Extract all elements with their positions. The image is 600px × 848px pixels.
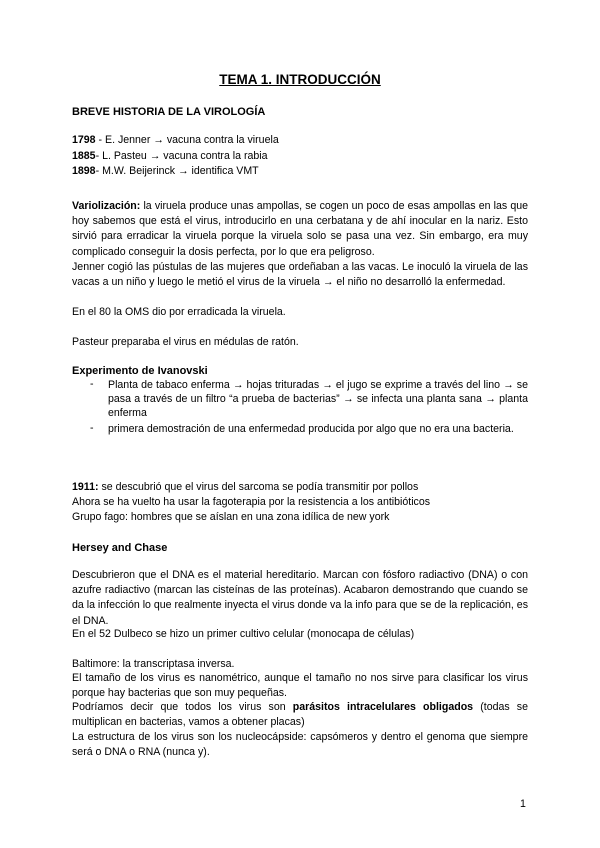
timeline-item: 1885- L. Pasteu → vacuna contra la rabia — [72, 150, 268, 162]
parasitos-paragraph: Podríamos decir que todos los virus son parásitos intracelulares obligados (todas se multiplican en bacterias, vamos a obtener placas) — [72, 701, 528, 729]
variolizacion-paragraph: Variolización: la viruela produce unas ampollas, se cogen un poco de esas ampollas en las que hoy sabemos que está el virus, introducirlo en una cerbatana y de ahí inocular en la nariz. Esto sirvió para erradicar la viruela porque la viruela solo se pasa una vez. Sin embargo, era muy complicado conseguir la dosis perfecta, por lo que era peligroso. — [72, 200, 528, 258]
page-title: TEMA 1. INTRODUCCIÓN — [219, 72, 381, 87]
sarcoma-line: 1911: se descubrió que el virus del sarcoma se podía transmitir por pollos — [72, 481, 419, 493]
fagoterapia-line: Ahora se ha vuelto ha usar la fagoterapia por la resistencia a los antibióticos — [72, 496, 431, 508]
tamano-paragraph: El tamaño de los virus es nanométrico, aunque el tamaño no nos sirve para clasificar los virus porque hay bacterias que son muy pequeñas. — [72, 672, 528, 700]
page-number: 1 — [520, 798, 526, 810]
grupo-fago-line: Grupo fago: hombres que se aíslan en una zona idílica de new york — [72, 511, 390, 523]
bullet-dash: - — [90, 378, 94, 390]
hersey-heading: Hersey and Chase — [72, 542, 168, 554]
ivanovski-bullet: primera demostración de una enfermedad producida por algo que no era una bacteria. — [108, 423, 514, 435]
bullet-dash: - — [90, 422, 94, 434]
ivanovski-bullet: Planta de tabaco enferma → hojas trituradas → el jugo se exprime a través del lino → se pasa a través de un filtro “a prueba de bacterias” → se infecta una planta sana → planta enferma — [108, 379, 528, 420]
timeline-item: 1898- M.W. Beijerinck → identifica VMT — [72, 165, 259, 177]
pasteur-line: Pasteur preparaba el virus en médulas de ratón. — [72, 336, 299, 348]
jenner-paragraph: Jenner cogió las pústulas de las mujeres que ordeñaban a las vacas. Le inoculó la viruela de las vacas a un niño y luego le metió el virus de la viruela → el niño no desarrolló la enfermedad. — [72, 261, 528, 289]
timeline-item: 1798 - E. Jenner → vacuna contra la viruela — [72, 134, 279, 146]
oms-line: En el 80 la OMS dio por erradicada la viruela. — [72, 306, 286, 318]
hersey-paragraph: Descubrieron que el DNA es el material hereditario. Marcan con fósforo radiactivo (DNA) o con azufre radiactivo (marcan las cisteínas de las proteínas). Acabaron demostrando que cuando se da la infección lo que realmente inyecta el virus donde va la info para que se de la replicación, es el DNA. — [72, 569, 528, 627]
dulbeco-line: En el 52 Dulbeco se hizo un primer cultivo celular (monocapa de células) — [72, 628, 415, 640]
section-heading-history: BREVE HISTORIA DE LA VIROLOGÍA — [72, 106, 266, 118]
ivanovski-heading: Experimento de Ivanovski — [72, 365, 208, 377]
baltimore-line: Baltimore: la transcriptasa inversa. — [72, 658, 235, 670]
estructura-paragraph: La estructura de los virus son los nucleocápside: capsómeros y dentro el genoma que siempre será o DNA o RNA (nunca y). — [72, 731, 528, 759]
